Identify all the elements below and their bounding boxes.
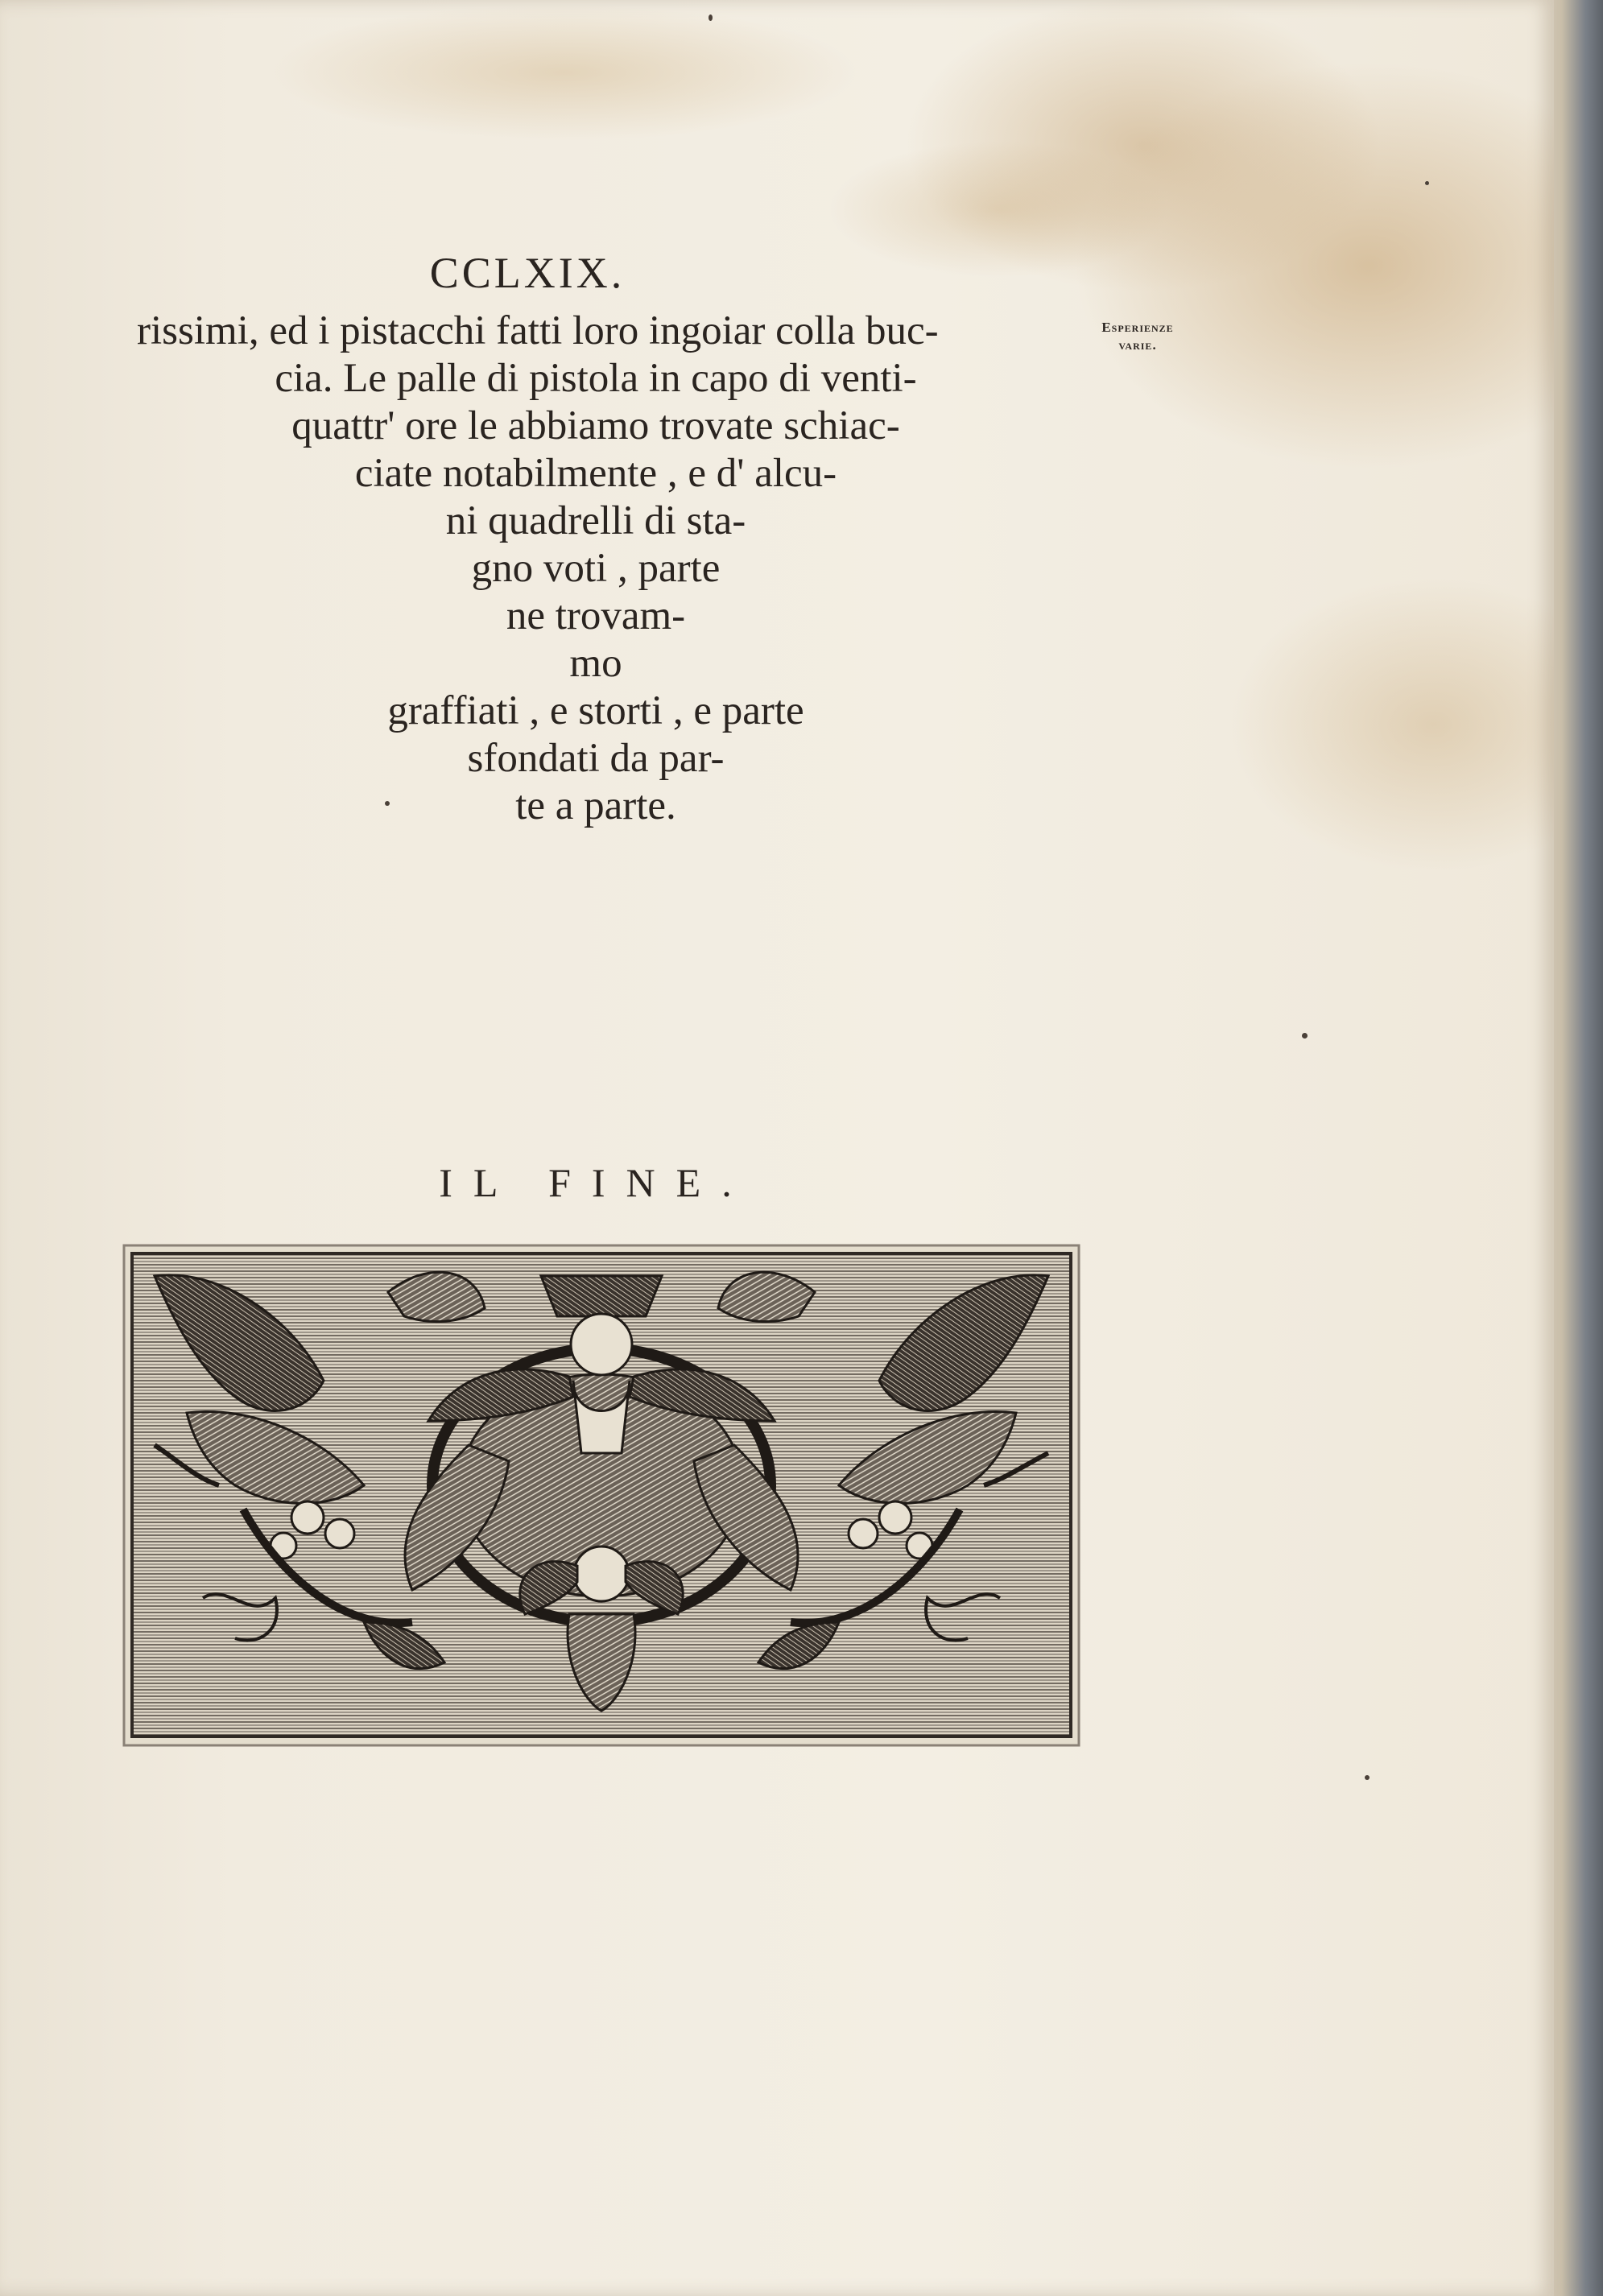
marginal-note-line: Esperienze: [1101, 320, 1174, 335]
text-line: ciate notabilmente , e d' alcu-: [354, 451, 837, 496]
marginal-note-line: varie.: [1118, 337, 1157, 353]
end-mark: IL FINE.: [439, 1160, 753, 1205]
text-line: graffiati , e storti , e parte: [387, 688, 804, 733]
text-line: te a parte.: [515, 783, 676, 828]
text-line: ni quadrelli di sta-: [445, 498, 746, 543]
ornamental-engraving-icon: [122, 1244, 1080, 1747]
text-line: ne trovam-: [506, 593, 686, 638]
paper-speck: [1365, 1775, 1370, 1780]
text-line: gno voti , parte: [471, 546, 721, 591]
paper-speck: [1302, 1033, 1308, 1039]
marginal-note: [1077, 319, 1198, 354]
body-text: [137, 308, 1055, 830]
paper-speck: [1425, 181, 1429, 185]
paper-speck: [709, 14, 713, 21]
paper-speck: [385, 801, 390, 806]
text-line: rissimi, ed i pistacchi fatti loro ingoiar colla buc-: [137, 308, 939, 353]
text-line: sfondati da par-: [467, 736, 725, 781]
text-line: cia. Le palle di pistola in capo di venti-: [275, 356, 917, 401]
text-line: mo: [569, 641, 622, 686]
page-header: CCLXIX.: [429, 249, 626, 297]
text-line: quattr' ore le abbiamo trovate schiac-: [291, 403, 900, 448]
